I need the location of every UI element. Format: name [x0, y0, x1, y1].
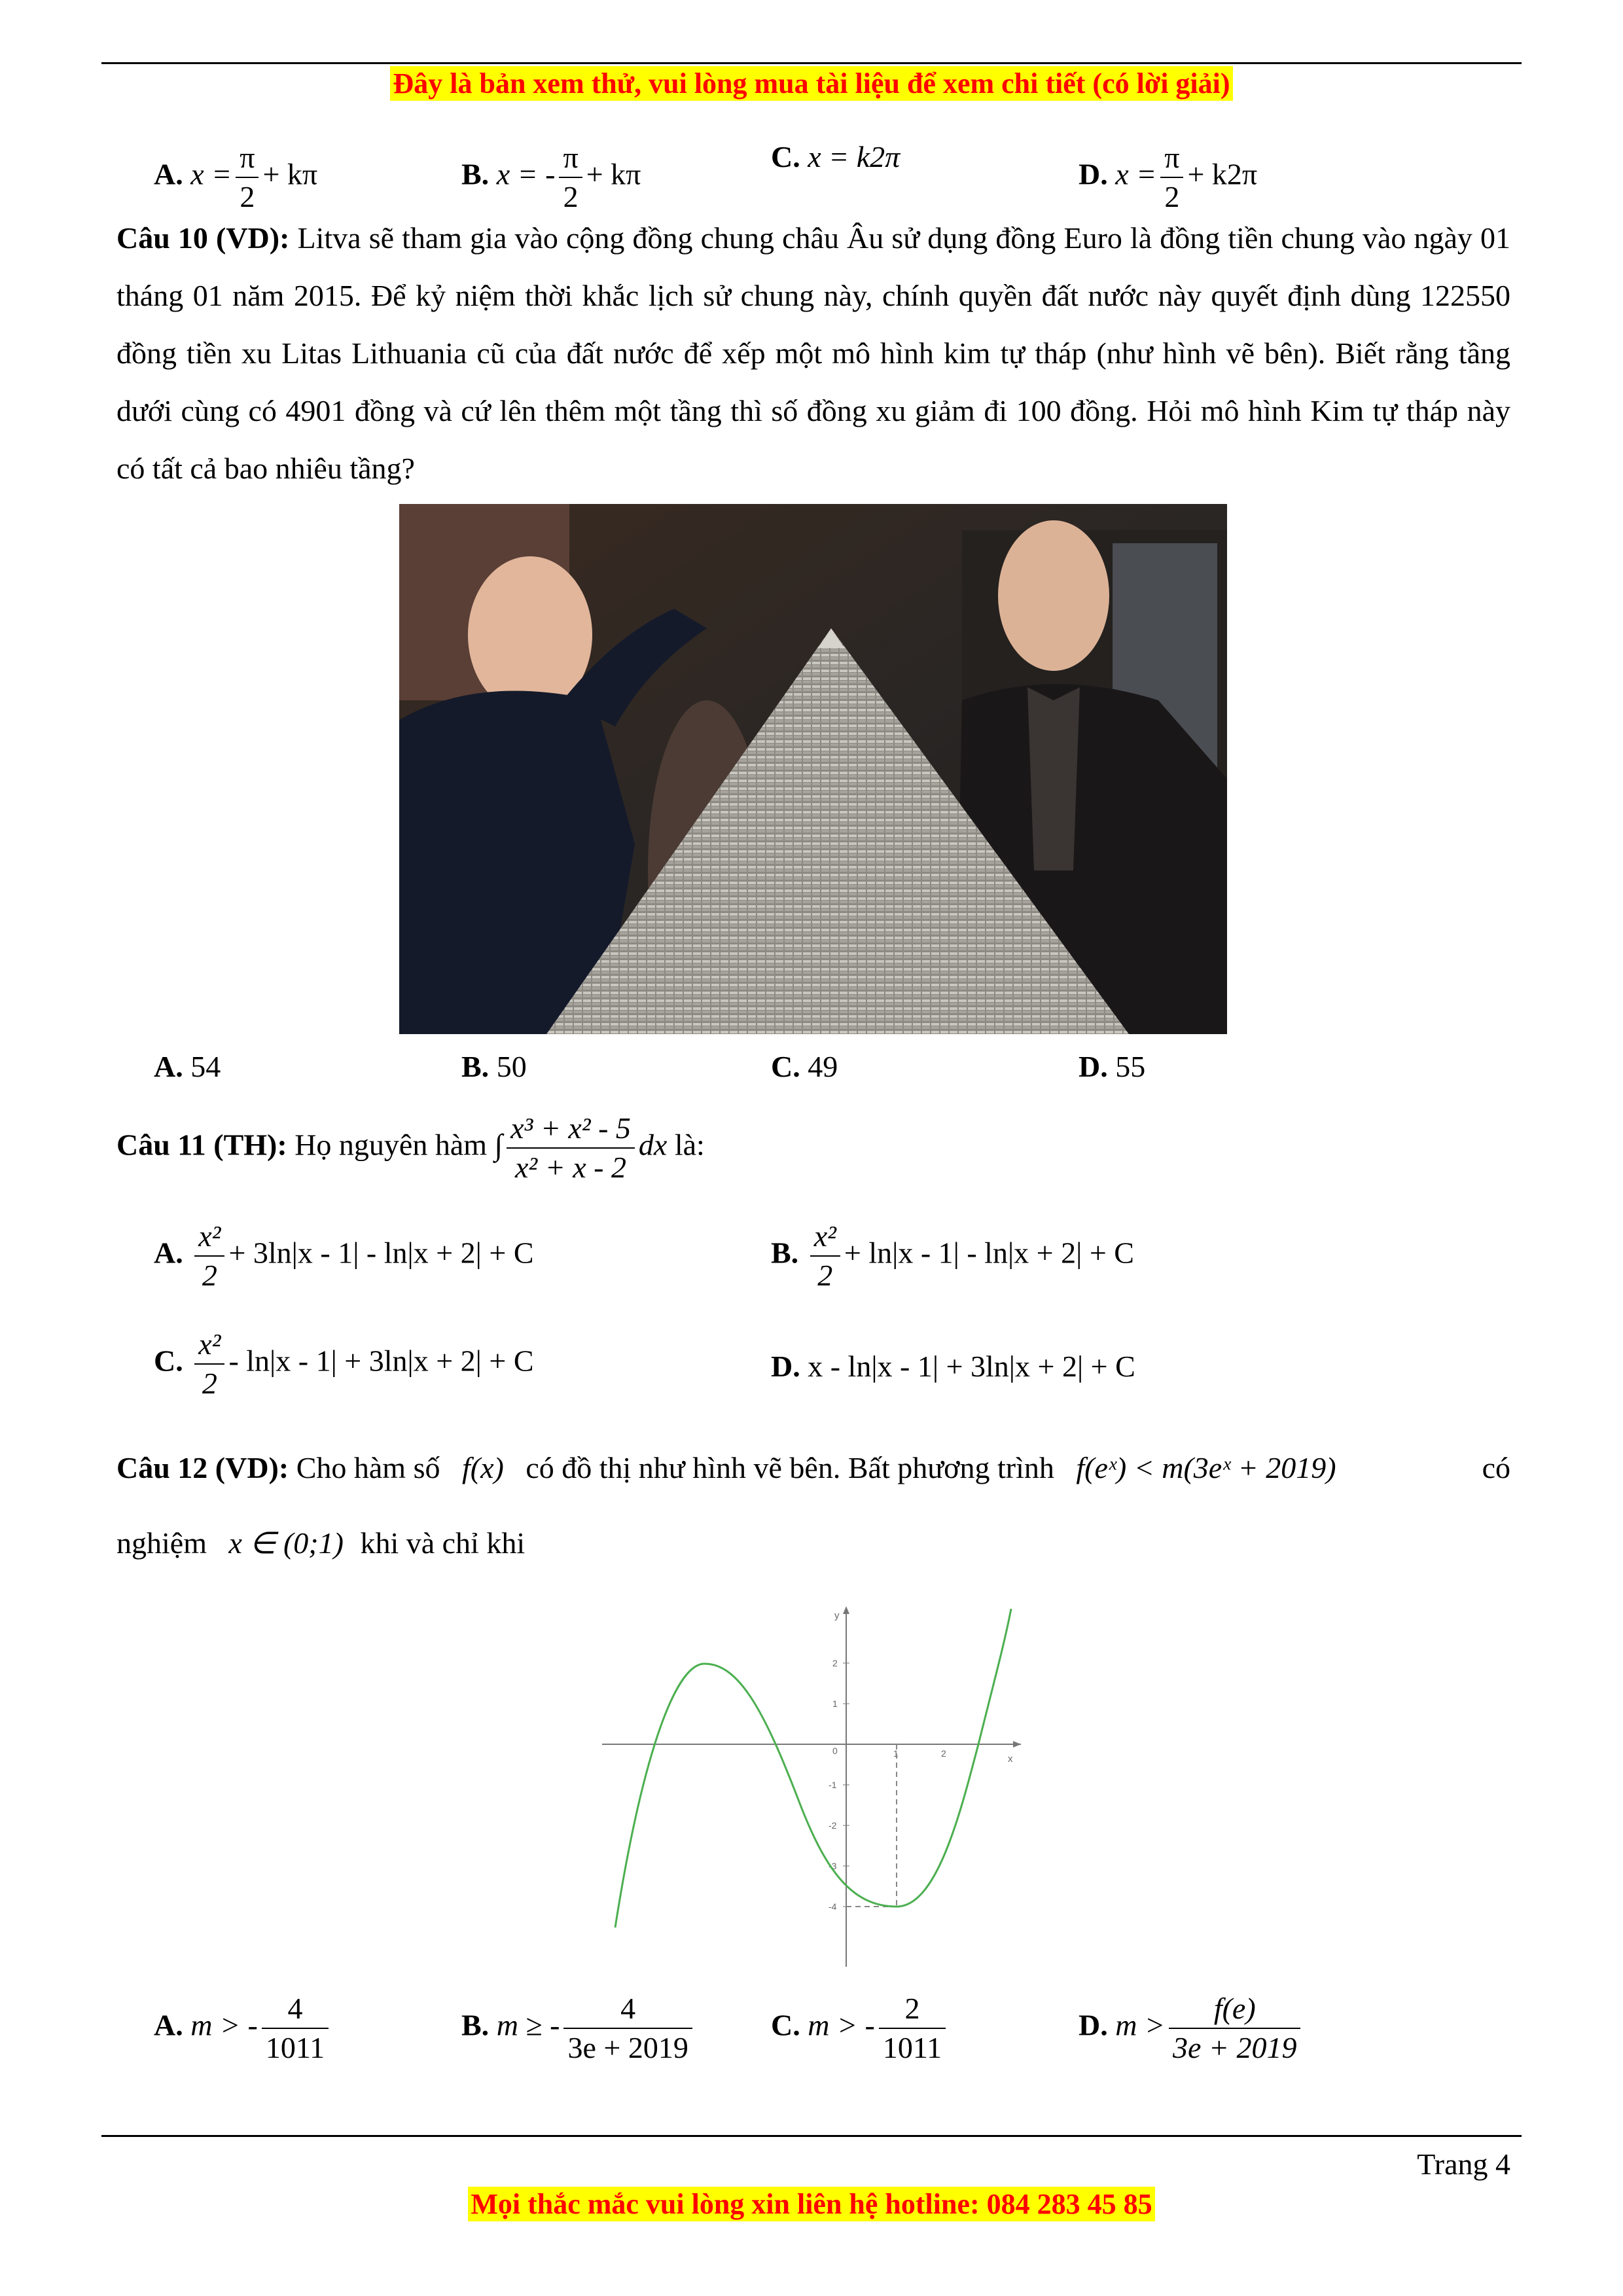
y-tick-neg4: -4 [829, 1901, 837, 1912]
footer-banner-text: Mọi thắc mắc vui lòng xin liên hệ hotline: 084 283 45 85 [468, 2187, 1154, 2221]
bottom-rule [101, 2135, 1522, 2137]
y-tick-neg1: -1 [829, 1780, 837, 1790]
coin-pyramid-illustration [399, 504, 1227, 1034]
q9-option-b: B. x = - $\frac{\pi}{2}$ + kπ [461, 139, 641, 216]
q12-option-b: B. m ≥ - $\frac{4}{3e + 2019}$ [461, 1990, 696, 2067]
q9-option-c: C. x = k2π [771, 140, 901, 173]
q9-option-a: A. x = $\frac{\pi}{2}$ + kπ [154, 139, 317, 216]
y-tick-neg3: -3 [829, 1861, 837, 1871]
page-number: Trang 4 [1417, 2147, 1510, 2181]
q10-option-b: B. 50 [461, 1050, 527, 1083]
question-12-line2: nghiệm x ∈ (0;1) khi và chỉ khi [116, 1526, 526, 1560]
y-tick-2: 2 [832, 1658, 838, 1668]
q10-option-a: A. 54 [154, 1050, 221, 1083]
y-tick-1: 1 [832, 1698, 838, 1709]
header-banner-text: Đây là bản xem thử, vui lòng mua tài liệu để xem chi tiết (có lời giải) [390, 66, 1232, 101]
x-tick-1: 1 [893, 1748, 899, 1759]
y-axis-label: y [834, 1610, 840, 1621]
q10-option-d: D. 55 [1079, 1050, 1146, 1083]
x-tick-2: 2 [941, 1748, 946, 1759]
q11-option-b: B. $\frac{\text{x²}}{2}$ + ln|x - 1| - ln|x + 2| + C [771, 1217, 1134, 1295]
q11-option-a: A. $\frac{\text{x²}}{2}$ + 3ln|x - 1| - ln|x + 2| + C [154, 1217, 534, 1295]
footer-banner [0, 2187, 1623, 2221]
top-rule [101, 62, 1522, 64]
question-10-text: Litva sẽ tham gia vào cộng đồng chung châu Âu sử dụng đồng Euro là đồng tiền chung vào ngày 01 tháng 01 năm 2015. Để kỷ niệm thời khắc lịch sử chung này, chính quyền đất nước này quyết định dùng 122550 đồng tiền xu Litas Lithuania cũ của đất nước để xếp một mô hình kim tự tháp (như hình vẽ bên). Biết rằng tầng dưới cùng có 4901 đồng và cứ lên thêm một tầng thì số đồng xu giảm đi 100 đồng. Hỏi mô hình Kim tự tháp này có tất cả bao nhiêu tầng? [116, 221, 1511, 485]
cubic-graph-svg [602, 1604, 1027, 1970]
header-banner [0, 67, 1623, 100]
y-tick-neg2: -2 [829, 1820, 837, 1831]
x-axis-label: x [1008, 1753, 1013, 1765]
q10-option-c: C. 49 [771, 1050, 838, 1083]
function-graph [602, 1604, 1027, 1970]
y-tick-0: 0 [832, 1746, 838, 1756]
q9-option-d: D. x = $\frac{\pi}{2}$ + k2π [1079, 139, 1257, 216]
question-10 [116, 209, 1510, 497]
question-12-line1: Câu 12 (VD): Cho hàm số f(x) có đồ thị như hình vẽ bên. Bất phương trình f(eˣ) < m(3eˣ + 2019) có [116, 1451, 1510, 1484]
q11-option-d: D. x - ln|x - 1| + 3ln|x + 2| + C [771, 1350, 1135, 1383]
coin-pyramid-photo [399, 504, 1227, 1034]
cubic-curve [615, 1609, 1011, 1928]
q12-option-d: D. m > $\frac{f(e)}{3e + 2019}$ [1079, 1990, 1304, 2067]
question-11: Câu 11 (TH): Họ nguyên hàm ∫ $\frac{\text{x³ + x² - 5}}{\text{x² + x - 2}}$ dx là: [116, 1109, 705, 1187]
question-10-label: Câu 10 (VD): [116, 221, 290, 255]
q11-option-c: C. $\frac{\text{x²}}{2}$ - ln|x - 1| + 3ln|x + 2| + C [154, 1325, 534, 1403]
q12-option-a: A. m > - $\frac{4}{1011}$ [154, 1990, 332, 2067]
q12-option-c: C. m > - $\frac{2}{1011}$ [771, 1990, 950, 2067]
